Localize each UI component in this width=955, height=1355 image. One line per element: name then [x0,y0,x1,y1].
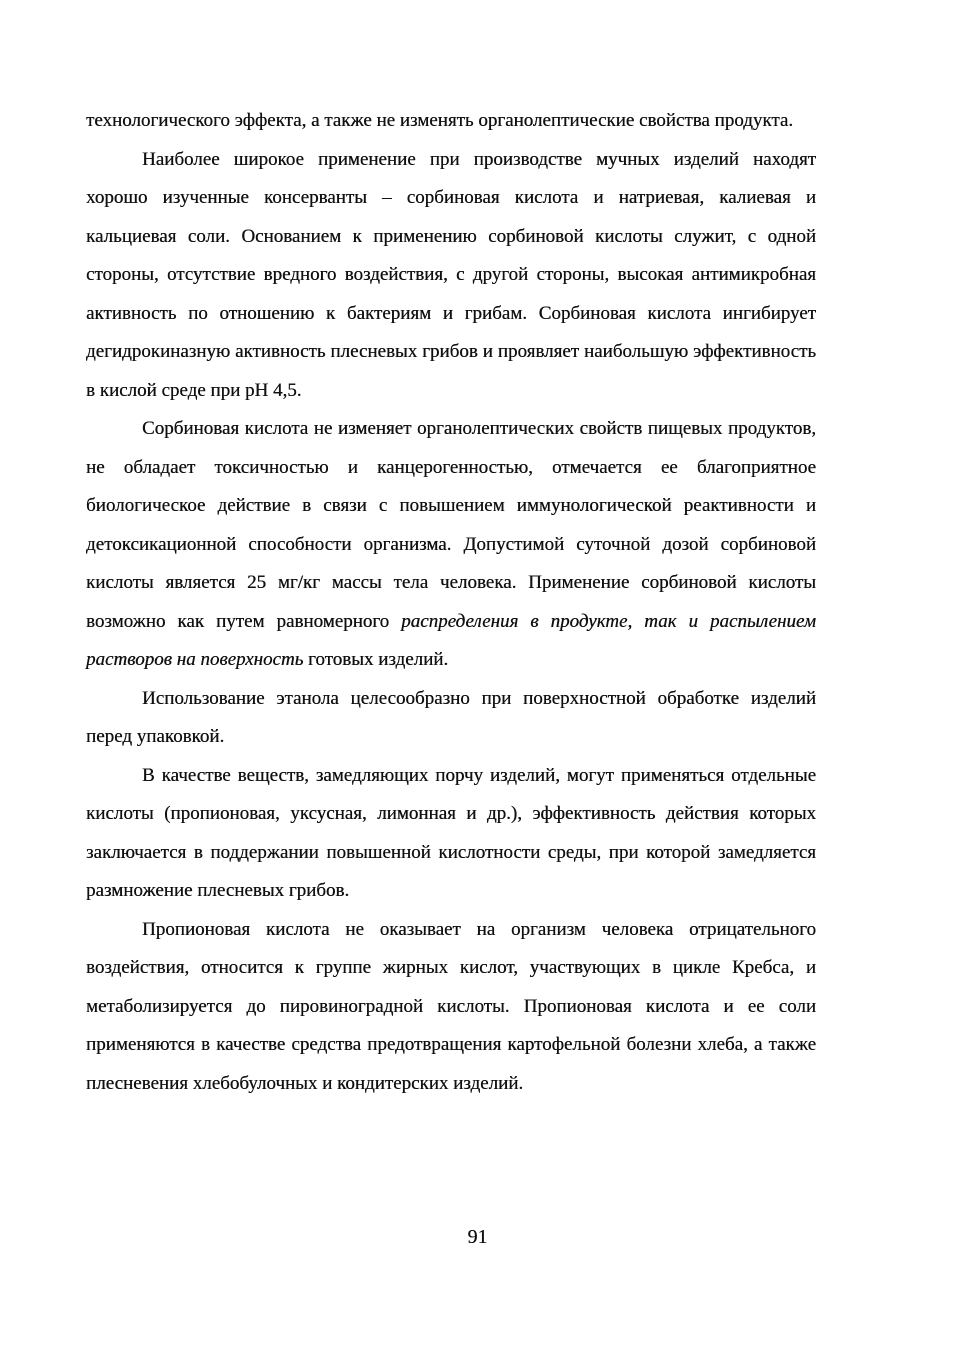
paragraph-5-text: В качестве веществ, замедляющих порчу изделий, могут применяться отдельные кислоты (пропионовая, уксусная, лимонная и др.), эффективность действия которых заключается в поддержании повышенной кислотности среды, при которой замедляется размножение плесневых грибов. [86,764,816,901]
paragraph-6-text: Пропионовая кислота не оказывает на организм человека отрицательного воздействия, относится к группе жирных кислот, участвующих в цикле Кребса, и метаболизируется до пировиноградной кислоты. Пропионовая кислота и ее соли применяются в качестве средства предотвращения картофельной болезни хлеба, а также плесневения хлебобулочных и кондитерских изделий. [86,918,816,1094]
paragraph-3-italic-text: распределения в продукте, так и распылением растворов на поверхность [86,610,817,670]
paragraph-3-text: Сорбиновая кислота не изменяет органолептических свойств пищевых продуктов, не обладает токсичностью и канцерогенностью, отмечается ее благоприятное биологическое действие в связи с повышением иммунологической реактивности и детоксикационной способности организма. Допустимой суточной дозой сорбиновой кислоты является 25 мг/кг массы тела человека. Применение сорбиновой кислоты возможно как путем равномерного [86,418,816,632]
paragraph-3 [86,410,816,680]
paragraph-2-text: Наиболее широкое применение при производстве мучных изделий находят хорошо изученные консерванты – сорбиновая кислота и натриевая, калиевая и кальциевая соли. Основанием к применению сорбиновой кислоты служит, с одной стороны, отсутствие вредного воздействия, с другой стороны, высокая антимикробная активность по отношению к бактериям и грибам. Сорбиновая кислота ингибирует дегидрокиназную активность плесневых грибов и проявляет наибольшую эффективность в кислой среде при рН 4,5. [86,148,816,401]
paragraph-4-text: Использование этанола целесообразно при поверхностной обработке изделий перед упаковкой. [86,687,816,747]
paragraph-1-text: технологического эффекта, а также не изменять органолептические свойства продукта. [86,110,794,131]
paragraph-3-tail-text: готовых изделий. [308,649,449,670]
paragraph-2 [86,141,816,411]
body-text [86,102,816,1103]
page-number: 91 [467,1226,488,1248]
paragraph-4 [86,680,816,757]
paragraph-6 [86,911,816,1104]
paragraph-5 [86,757,816,911]
paragraph-1 [86,102,816,141]
